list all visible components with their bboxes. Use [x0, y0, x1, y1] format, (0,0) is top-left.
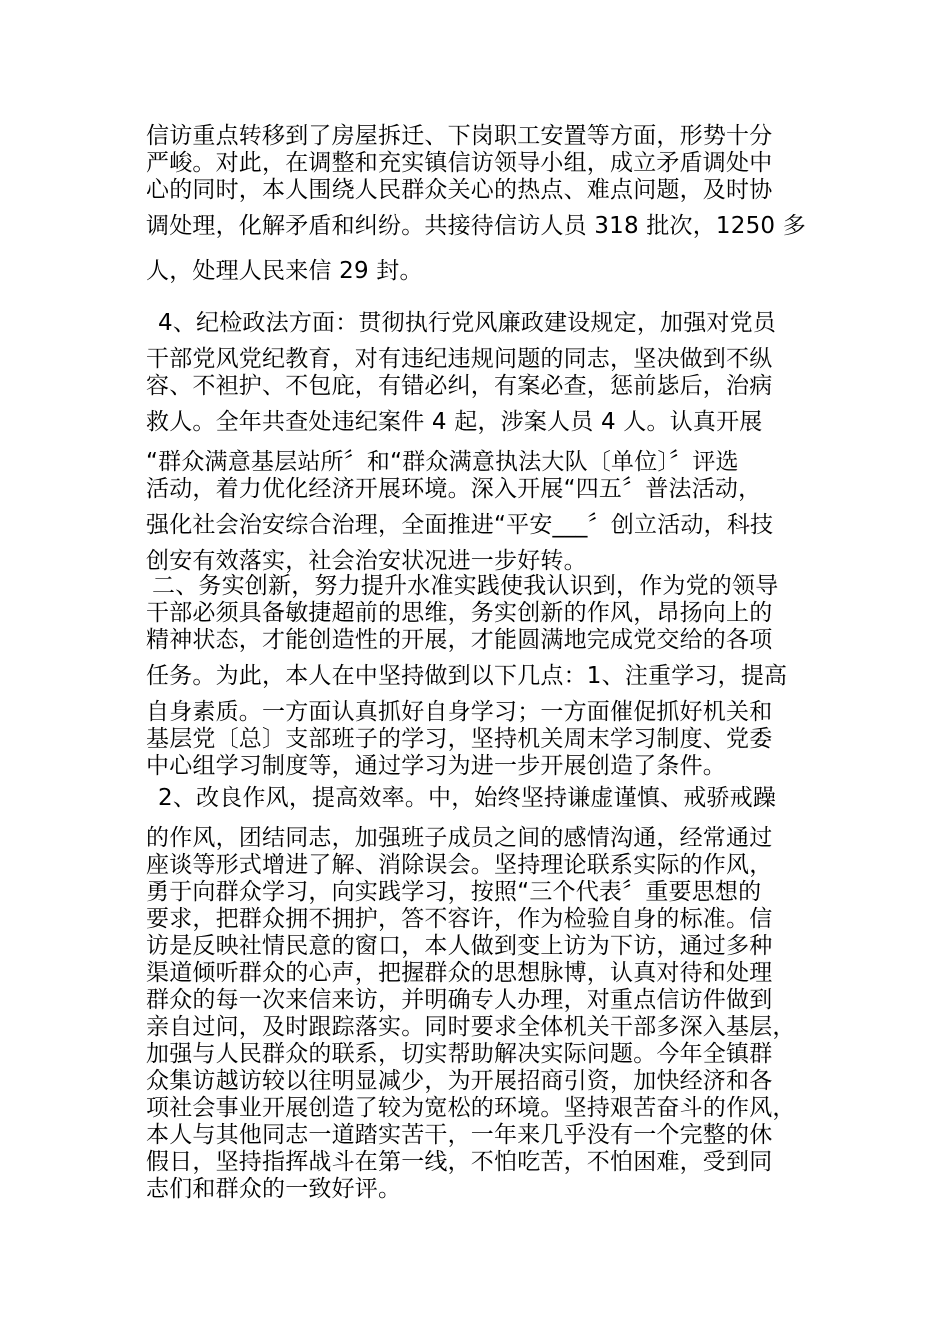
text-line: 访是反映社情民意的窗口，本人做到变上访为下访，通过多种 [146, 933, 773, 959]
text-line: 干部必须具备敏捷超前的思维，务实创新的作风，昂扬向上的 [146, 600, 773, 626]
text-line: 勇于向群众学习，向实践学习，按照“三个代表〞重要思想的 [146, 879, 762, 905]
text-line: 座谈等形式增进了解、消除误会。坚持理论联系实际的作风， [146, 852, 773, 878]
text-line: 的作风，团结同志，加强班子成员之间的感情沟通，经常通过 [146, 825, 773, 851]
text-line: 本人与其他同志一道踏实苦干，一年来几乎没有一个完整的休 [146, 1122, 773, 1148]
text-line: 亲自过问，及时跟踪落实。同时要求全体机关干部多深入基层， [146, 1014, 796, 1040]
text-line: 中心组学习制度等，通过学习为进一步开展创造了条件。 [146, 753, 726, 779]
text-line: 群众的每一次来信来访，并明确专人办理，对重点信访件做到 [146, 987, 773, 1013]
text-line: 任务。为此，本人在中坚持做到以下几点：1、注重学习，提高 [146, 663, 788, 689]
text-line: 活动，着力优化经济开展环境。深入开展“四五〞普法活动， [146, 476, 762, 502]
text-line: 要求，把群众拥不拥护，答不容许，作为检验自身的标准。信 [146, 906, 773, 932]
text-line: 二、务实创新，努力提升水准实践使我认识到，作为党的领导 [152, 573, 779, 599]
text-line: 信访重点转移到了房屋拆迁、下岗职工安置等方面，形势十分 [146, 123, 773, 149]
text-line: 4、纪检政法方面：贯彻执行党风廉政建设规定，加强对党员 [158, 310, 777, 336]
text-line: 强化社会治安综合治理，全面推进“平安___〞创立活动，科技 [146, 512, 774, 538]
text-line: 精神状态，才能创造性的开展，才能圆满地完成党交给的各项 [146, 627, 773, 653]
text-line: 项社会事业开展创造了较为宽松的环境。坚持艰苦奋斗的作风， [146, 1095, 796, 1121]
text-line: 救人。全年共查处违纪案件 4 起，涉案人员 4 人。认真开展 [146, 409, 763, 435]
text-line: 众集访越访较以往明显减少，为开展招商引资，加快经济和各 [146, 1068, 773, 1094]
text-line: “群众满意基层站所〞和“群众满意执法大队〔单位〕〞评选 [146, 449, 739, 475]
text-line: 渠道倾听群众的心声，把握群众的思想脉博，认真对待和处理 [146, 960, 773, 986]
text-line: 创安有效落实，社会治安状况进一步好转。 [146, 548, 587, 574]
text-line: 人，处理人民来信 29 封。 [146, 258, 423, 284]
text-line: 基层党〔总〕支部班子的学习，坚持机关周末学习制度、党委 [146, 726, 773, 752]
text-line: 假日，坚持指挥战斗在第一线，不怕吃苦，不怕困难，受到同 [146, 1149, 773, 1175]
text-line: 调处理，化解矛盾和纠纷。共接待信访人员 318 批次，1250 多 [146, 213, 806, 239]
text-line: 2、改良作风，提高效率。中，始终坚持谦虚谨慎、戒骄戒躁 [158, 785, 777, 811]
text-line: 加强与人民群众的联系，切实帮助解决实际问题。今年全镇群 [146, 1041, 773, 1067]
text-line: 自身素质。一方面认真抓好自身学习；一方面催促抓好机关和 [146, 699, 773, 725]
text-line: 志们和群众的一致好评。 [146, 1176, 402, 1202]
text-line: 心的同时，本人围绕人民群众关心的热点、难点问题，及时协 [146, 177, 773, 203]
text-line: 容、不袒护、不包庇，有错必纠，有案必查，惩前毖后，治病 [146, 373, 773, 399]
text-line: 干部党风党纪教育，对有违纪违规问题的同志，坚决做到不纵 [146, 346, 773, 372]
text-line: 严峻。对此，在调整和充实镇信访领导小组，成立矛盾调处中 [146, 150, 773, 176]
